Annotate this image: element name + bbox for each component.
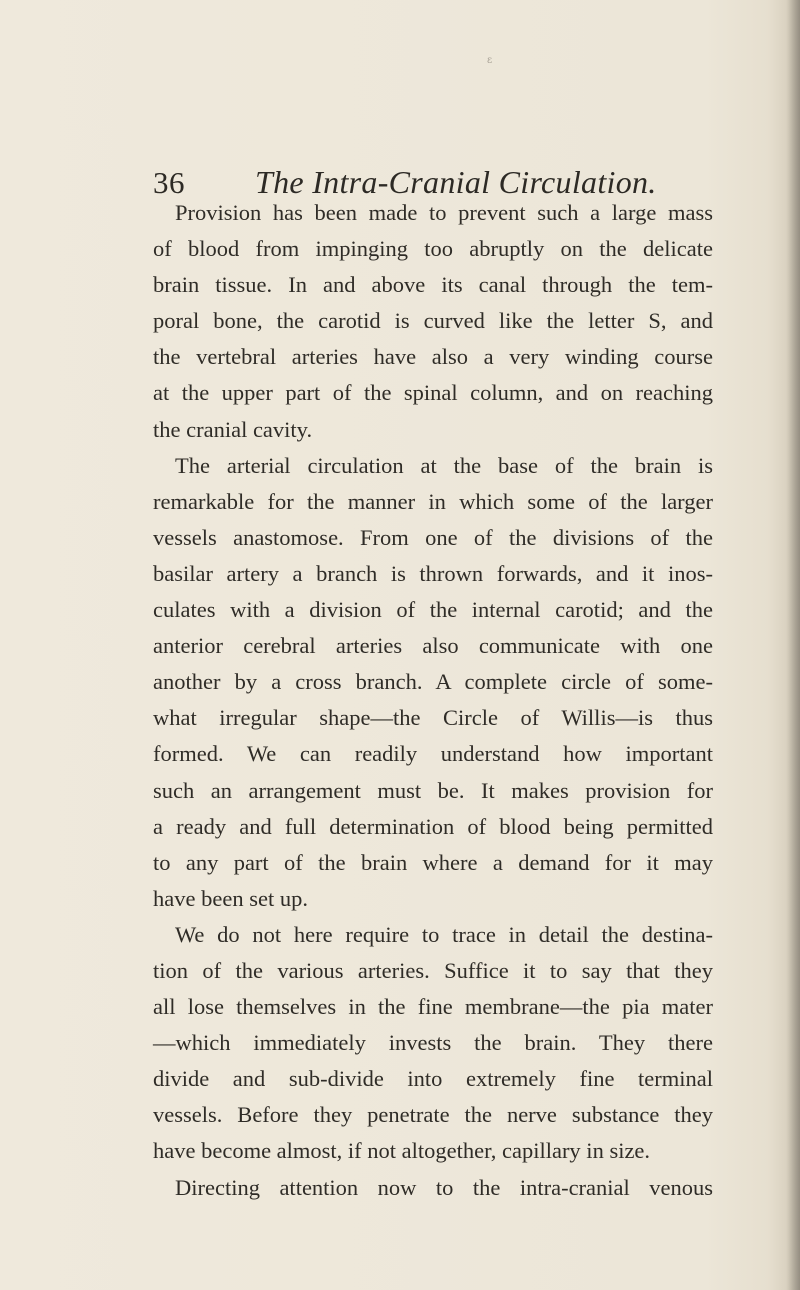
- text-line: Provision has been made to prevent such a large mass: [175, 200, 713, 225]
- text-line: to any part of the brain where a demand for it may: [153, 849, 713, 875]
- text-line: such an arrangement must be. It makes provision for: [153, 777, 713, 803]
- text-line: The arterial circulation at the base of the brain is: [175, 452, 713, 478]
- page-number: 36: [153, 165, 185, 200]
- text-line: vessels. Before they penetrate the nerve substance they: [153, 1102, 713, 1128]
- text-line: divide and sub-divide into extremely fine terminal: [153, 1066, 713, 1092]
- text-line: tion of the various arteries. Suffice it to say that they: [153, 957, 713, 983]
- body-text: [153, 195, 713, 1206]
- text-line: of blood from impinging too abruptly on the delicate: [153, 236, 713, 262]
- stray-mark: ε: [487, 55, 493, 66]
- text-line: what irregular shape—the Circle of Willis—is thus: [153, 705, 713, 731]
- text-line: the cranial cavity.: [153, 416, 313, 442]
- text-line: basilar artery a branch is thrown forwards, and it inos-: [153, 560, 713, 586]
- text-line: We do not here require to trace in detail the destina-: [175, 921, 713, 947]
- text-line: vessels anastomose. From one of the divisions of the: [153, 524, 713, 550]
- text-line: Directing attention now to the intra-cranial venous: [175, 1174, 713, 1200]
- text-line: have become almost, if not altogether, capillary in size.: [153, 1138, 651, 1164]
- running-title: The Intra-Cranial Circulation.: [255, 164, 657, 200]
- text-line: the vertebral arteries have also a very winding course: [153, 344, 713, 370]
- text-line: anterior cerebral arteries also communicate with one: [153, 633, 713, 659]
- text-line: all lose themselves in the fine membrane—the pia mater: [153, 994, 713, 1020]
- text-line: culates with a division of the internal carotid; and the: [153, 597, 713, 623]
- text-line: a ready and full determination of blood being permitted: [153, 813, 713, 839]
- text-line: remarkable for the manner in which some of the larger: [153, 488, 713, 514]
- text-line: —which immediately invests the brain. They there: [153, 1030, 713, 1056]
- text-line: brain tissue. In and above its canal through the tem-: [153, 272, 713, 298]
- text-line: another by a cross branch. A complete circle of some-: [153, 669, 713, 695]
- text-line: at the upper part of the spinal column, and on reaching: [153, 380, 713, 406]
- text-line: have been set up.: [153, 885, 308, 911]
- text-line: poral bone, the carotid is curved like the letter S, and: [153, 308, 713, 334]
- page-edge-shadow: [786, 0, 800, 1290]
- text-line: formed. We can readily understand how important: [153, 741, 713, 767]
